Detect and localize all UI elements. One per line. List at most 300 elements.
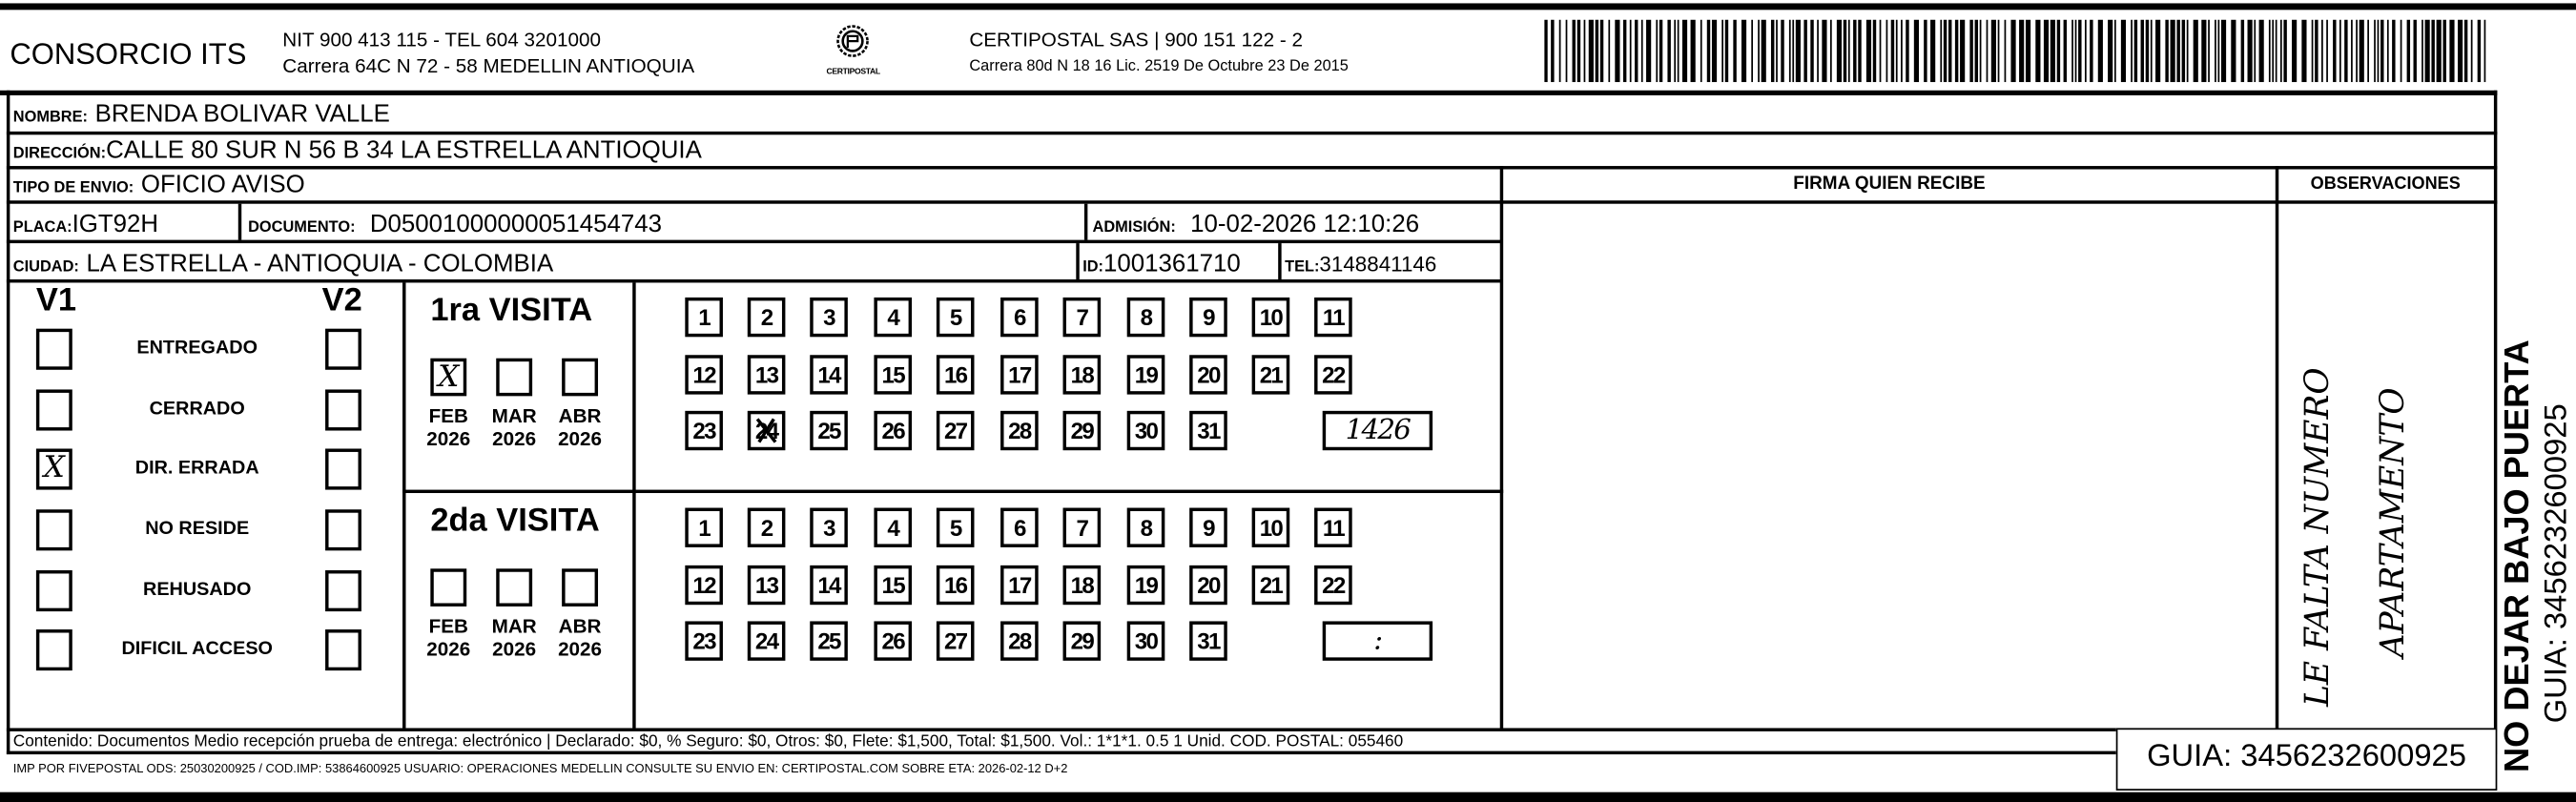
day-number: 26 bbox=[881, 417, 904, 444]
barcode-bar bbox=[2374, 20, 2376, 82]
day-box-20[interactable] bbox=[1189, 565, 1227, 604]
barcode-bar bbox=[2026, 20, 2030, 82]
barcode-bar bbox=[1810, 20, 1813, 82]
day-box-6[interactable] bbox=[1000, 508, 1039, 547]
day-box-8[interactable] bbox=[1127, 298, 1165, 337]
barcode-bar bbox=[1641, 20, 1643, 82]
observaciones-note-1: LE FALTA NUMERO bbox=[2297, 367, 2337, 708]
day-number: 29 bbox=[1070, 627, 1094, 654]
barcode-bar bbox=[1682, 20, 1687, 82]
rule bbox=[1076, 243, 1079, 279]
barcode-bar bbox=[2484, 20, 2486, 82]
barcode-bar bbox=[1830, 20, 1832, 82]
barcode-bar bbox=[1891, 20, 1894, 82]
barcode-bar bbox=[1573, 20, 1576, 82]
day-box-13[interactable] bbox=[748, 565, 786, 604]
rule bbox=[2276, 166, 2278, 730]
barcode-bar bbox=[1635, 20, 1638, 82]
day-number: 22 bbox=[1322, 570, 1345, 598]
barcode-bar bbox=[2321, 20, 2323, 82]
barcode-bar bbox=[2471, 20, 2473, 82]
year-label: 2026 bbox=[426, 637, 471, 661]
v1-checkbox[interactable] bbox=[36, 329, 72, 370]
rule bbox=[7, 166, 2497, 169]
barcode-bar bbox=[2431, 20, 2434, 82]
day-box-29[interactable] bbox=[1063, 411, 1102, 450]
day-box-30[interactable] bbox=[1127, 621, 1165, 660]
barcode-bar bbox=[2407, 20, 2410, 82]
day-box-26[interactable] bbox=[874, 411, 912, 450]
month-label: FEB bbox=[428, 614, 468, 638]
guia-box bbox=[2116, 728, 2498, 790]
month-label: ABR bbox=[558, 614, 602, 638]
day-number: 11 bbox=[1322, 514, 1344, 541]
barcode-bar bbox=[2194, 20, 2198, 82]
year-label: 2026 bbox=[492, 637, 537, 661]
year-label: 2026 bbox=[558, 427, 603, 451]
day-box-16[interactable] bbox=[937, 354, 975, 393]
barcode-bar bbox=[1998, 20, 2000, 82]
rule bbox=[402, 282, 405, 728]
day-box-8[interactable] bbox=[1127, 508, 1165, 547]
barcode-bar bbox=[1608, 20, 1610, 82]
day-number: 4 bbox=[887, 303, 899, 331]
barcode-bar bbox=[2010, 20, 2015, 82]
signature-area[interactable] bbox=[1503, 204, 2276, 729]
barcode-bar bbox=[2071, 20, 2073, 82]
observaciones-header: OBSERVACIONES bbox=[2310, 174, 2461, 195]
day-number: 30 bbox=[1134, 627, 1158, 654]
barcode-bar bbox=[1969, 20, 1972, 82]
barcode-bar bbox=[2019, 20, 2024, 82]
footer-imp: IMP POR FIVEPOSTAL ODS: 25030200925 / COD.IMP: 53864600925 USUARIO: OPERACIONES MEDELLIN CONSULTE SU ENVIO EN: CERTIPOSTAL.COM SOBRE ETA: 2026-02-12 D+2 bbox=[12, 760, 1068, 776]
day-box-16[interactable] bbox=[937, 565, 975, 604]
day-box-31[interactable] bbox=[1189, 411, 1227, 450]
day-number: 27 bbox=[943, 627, 967, 654]
day-box-22[interactable] bbox=[1314, 565, 1352, 604]
day-number: 6 bbox=[1014, 303, 1025, 331]
barcode-bar bbox=[2367, 20, 2369, 82]
month-checkbox[interactable] bbox=[562, 568, 598, 607]
barcode-bar bbox=[2333, 20, 2336, 82]
barcode-bar bbox=[1751, 20, 1753, 82]
barcode-bar bbox=[1646, 20, 1651, 82]
barcode-bar bbox=[1960, 20, 1965, 82]
barcode-bar bbox=[1577, 20, 1580, 82]
day-box-3[interactable] bbox=[810, 298, 848, 337]
barcode-bar bbox=[2050, 20, 2055, 82]
day-box-18[interactable] bbox=[1063, 354, 1102, 393]
barcode-bar bbox=[1924, 20, 1927, 82]
day-number: 15 bbox=[881, 570, 904, 598]
day-box-12[interactable] bbox=[685, 354, 723, 393]
day-number: 18 bbox=[1070, 360, 1094, 387]
barcode-bar bbox=[1853, 20, 1856, 82]
barcode-bar bbox=[2344, 20, 2347, 82]
barcode-bar bbox=[2248, 20, 2253, 82]
barcode-bar bbox=[1584, 20, 1586, 82]
barcode-bar bbox=[1901, 20, 1903, 82]
day-number: 1 bbox=[698, 303, 710, 331]
rule bbox=[7, 751, 2116, 754]
barcode-bar bbox=[1886, 20, 1888, 82]
barcode-bar bbox=[1844, 20, 1846, 82]
day-box-9[interactable] bbox=[1189, 508, 1227, 547]
barcode-bar bbox=[2005, 20, 2007, 82]
barcode-bar bbox=[1948, 20, 1951, 82]
barcode-bar bbox=[1771, 20, 1774, 82]
barcode-bar bbox=[2134, 20, 2137, 82]
barcode-bar bbox=[2090, 20, 2092, 82]
barcode-bar bbox=[1940, 20, 1942, 82]
firma-header: FIRMA QUIEN RECIBE bbox=[1793, 174, 1986, 195]
top-rule bbox=[0, 3, 2576, 10]
day-box-23[interactable] bbox=[685, 411, 723, 450]
day-box-27[interactable] bbox=[937, 621, 975, 660]
barcode-bar bbox=[1796, 20, 1801, 82]
v2-checkbox[interactable] bbox=[325, 629, 361, 670]
rule bbox=[7, 132, 2497, 134]
day-number: 9 bbox=[1203, 303, 1214, 331]
barcode-bar bbox=[2176, 20, 2179, 82]
day-number: 21 bbox=[1259, 570, 1283, 598]
day-box-9[interactable] bbox=[1189, 298, 1227, 337]
barcode-bar bbox=[2078, 20, 2081, 82]
barcode-bar bbox=[2035, 20, 2040, 82]
barcode-bar bbox=[2064, 20, 2067, 82]
barcode-bar bbox=[1600, 20, 1603, 82]
day-number: 29 bbox=[1070, 417, 1094, 444]
day-box-1[interactable] bbox=[685, 508, 723, 547]
barcode-bar bbox=[1789, 20, 1791, 82]
status-label: NO RESIDE bbox=[145, 519, 250, 540]
barcode-bar bbox=[1691, 20, 1696, 82]
v1-checkbox[interactable] bbox=[36, 629, 72, 670]
day-number: 20 bbox=[1197, 570, 1220, 598]
barcode-bar bbox=[2276, 20, 2277, 82]
placa-field: PLACA:IGT92H bbox=[12, 210, 159, 238]
barcode-bar bbox=[1589, 20, 1594, 82]
barcode-bar bbox=[2057, 20, 2060, 82]
day-box-21[interactable] bbox=[1252, 565, 1290, 604]
barcode-bar bbox=[1858, 20, 1861, 82]
barcode-bar bbox=[1544, 20, 1547, 82]
day-number: 24 bbox=[754, 627, 778, 654]
day-box-13[interactable] bbox=[748, 354, 786, 393]
day-box-5[interactable] bbox=[937, 298, 975, 337]
footer-contenido: Contenido: Documentos Medio recepción prueba de entrega: electrónico | Declarado: $0, % Seguro: $0, Otros: $0, Flete: $1,500, Total: $1,500. Vol.: 1*1*1. 0.5 1 Unid. COD. POSTAL: 055460 bbox=[12, 732, 1404, 751]
day-box-4[interactable] bbox=[874, 298, 912, 337]
day-number: 20 bbox=[1197, 360, 1220, 387]
barcode-bar bbox=[1707, 20, 1710, 82]
day-box-10[interactable] bbox=[1252, 508, 1290, 547]
day-number: 8 bbox=[1140, 514, 1152, 541]
barcode-bar bbox=[1975, 20, 1978, 82]
day-box-24[interactable] bbox=[748, 411, 786, 450]
barcode-bar bbox=[2098, 20, 2103, 82]
barcode-bar bbox=[1566, 20, 1568, 82]
barcode-bar bbox=[1678, 20, 1680, 82]
day-box-19[interactable] bbox=[1127, 565, 1165, 604]
day-number: 12 bbox=[692, 360, 715, 387]
day-number: 12 bbox=[692, 570, 715, 598]
day-box-6[interactable] bbox=[1000, 298, 1039, 337]
barcode-bar bbox=[1656, 20, 1658, 82]
day-box-18[interactable] bbox=[1063, 565, 1102, 604]
v2-checkbox[interactable] bbox=[325, 570, 361, 611]
barcode-bar bbox=[1781, 20, 1783, 82]
barcode-bar bbox=[2283, 20, 2286, 82]
day-number: 31 bbox=[1197, 627, 1220, 654]
barcode-bar bbox=[2208, 20, 2210, 82]
day-number: 19 bbox=[1134, 360, 1158, 387]
day-box-2[interactable] bbox=[748, 508, 786, 547]
day-box-21[interactable] bbox=[1252, 354, 1290, 393]
day-box-11[interactable] bbox=[1314, 508, 1352, 547]
month-checkbox[interactable] bbox=[430, 568, 466, 607]
barcode-bar bbox=[2351, 20, 2353, 82]
day-box-15[interactable] bbox=[874, 565, 912, 604]
barcode-bar bbox=[2339, 20, 2341, 82]
v1-checkbox[interactable]: X bbox=[36, 448, 72, 489]
barcode-bar bbox=[2387, 20, 2389, 82]
rule bbox=[7, 279, 1502, 282]
barcode-bar bbox=[2254, 20, 2256, 82]
day-number: 2 bbox=[760, 303, 773, 331]
day-box-1[interactable] bbox=[685, 298, 723, 337]
day-box-10[interactable] bbox=[1252, 298, 1290, 337]
time-box[interactable]: : bbox=[1323, 621, 1432, 660]
barcode-bar bbox=[1955, 20, 1958, 82]
admision-field: ADMISIÓN: 10-02-2026 12:10:26 bbox=[1092, 210, 1420, 238]
barcode-bar bbox=[2075, 20, 2077, 82]
guia-number: GUIA: 3456232600925 bbox=[2147, 739, 2466, 774]
day-box-14[interactable] bbox=[810, 354, 848, 393]
barcode-bar bbox=[2312, 20, 2314, 82]
month-label: ABR bbox=[558, 403, 602, 428]
barcode-bar bbox=[2437, 20, 2442, 82]
barcode-bar bbox=[1896, 20, 1898, 82]
day-number: 30 bbox=[1134, 417, 1158, 444]
barcode-bar bbox=[2182, 20, 2185, 82]
bottom-rule bbox=[0, 792, 2576, 802]
day-box-28[interactable] bbox=[1000, 411, 1039, 450]
barcode-bar bbox=[1615, 20, 1619, 82]
day-box-27[interactable] bbox=[937, 411, 975, 450]
barcode-bar bbox=[2380, 20, 2383, 82]
company-address: Carrera 64C N 72 - 58 MEDELLIN ANTIOQUIA bbox=[282, 53, 695, 77]
barcode-bar bbox=[2114, 20, 2116, 82]
barcode-bar bbox=[2392, 20, 2395, 82]
barcode-bar bbox=[1880, 20, 1882, 82]
month-checkbox[interactable]: X bbox=[430, 359, 466, 397]
barcode-bar bbox=[1559, 20, 1561, 82]
v1-checkbox[interactable] bbox=[36, 570, 72, 611]
barcode-bar bbox=[2301, 20, 2306, 82]
v2-checkbox[interactable] bbox=[325, 329, 361, 370]
barcode-bar bbox=[2201, 20, 2206, 82]
day-box-29[interactable] bbox=[1063, 621, 1102, 660]
day-box-20[interactable] bbox=[1189, 354, 1227, 393]
barcode-bar bbox=[2146, 20, 2149, 82]
carrier-address: Carrera 80d N 18 16 Lic. 2519 De Octubre 23 De 2015 bbox=[969, 57, 1349, 76]
day-box-26[interactable] bbox=[874, 621, 912, 660]
barcode-bar bbox=[1659, 20, 1662, 82]
day-box-22[interactable] bbox=[1314, 354, 1352, 393]
day-number: 28 bbox=[1008, 627, 1031, 654]
day-box-12[interactable] bbox=[685, 565, 723, 604]
barcode-bar bbox=[1596, 20, 1598, 82]
barcode-bar bbox=[2085, 20, 2087, 82]
v1-header: V1 bbox=[35, 282, 77, 319]
tipo-envio-field: TIPO DE ENVIO: OFICIO AVISO bbox=[12, 171, 305, 199]
day-number: 26 bbox=[881, 627, 904, 654]
barcode-bar bbox=[1837, 20, 1842, 82]
day-number: 11 bbox=[1322, 303, 1344, 331]
barcode-bar bbox=[1792, 20, 1794, 82]
barcode-bar bbox=[1630, 20, 1632, 82]
barcode-bar bbox=[2187, 20, 2189, 82]
day-box-15[interactable] bbox=[874, 354, 912, 393]
rule bbox=[1278, 243, 1281, 279]
barcode-bar bbox=[1721, 20, 1723, 82]
company-nit: NIT 900 413 115 - TEL 604 3201000 bbox=[282, 28, 601, 51]
day-number: 17 bbox=[1008, 360, 1031, 387]
year-label: 2026 bbox=[558, 637, 603, 661]
barcode-bar bbox=[2221, 20, 2226, 82]
month-label: MAR bbox=[491, 614, 537, 638]
v1-checkbox[interactable] bbox=[36, 389, 72, 430]
day-number: 5 bbox=[949, 514, 961, 541]
month-label: FEB bbox=[428, 403, 468, 428]
barcode-bar bbox=[1758, 20, 1760, 82]
barcode-bar bbox=[2326, 20, 2328, 82]
month-checkbox[interactable] bbox=[496, 359, 532, 397]
day-box-30[interactable] bbox=[1127, 411, 1165, 450]
barcode-bar bbox=[1712, 20, 1717, 82]
day-box-25[interactable] bbox=[810, 411, 848, 450]
v2-checkbox[interactable] bbox=[325, 509, 361, 550]
barcode-bar bbox=[1623, 20, 1626, 82]
status-label: CERRADO bbox=[149, 399, 245, 420]
v2-checkbox[interactable] bbox=[325, 389, 361, 430]
day-box-17[interactable] bbox=[1000, 354, 1039, 393]
day-box-14[interactable] bbox=[810, 565, 848, 604]
barcode-bar bbox=[2280, 20, 2282, 82]
day-box-19[interactable] bbox=[1127, 354, 1165, 393]
day-box-23[interactable] bbox=[685, 621, 723, 660]
barcode-bar bbox=[2131, 20, 2133, 82]
status-label: DIR. ERRADA bbox=[134, 458, 259, 479]
day-box-24[interactable] bbox=[748, 621, 786, 660]
day-number: 10 bbox=[1259, 303, 1283, 331]
day-number: 21 bbox=[1259, 360, 1283, 387]
day-box-7[interactable] bbox=[1063, 298, 1102, 337]
barcode-bar bbox=[1906, 20, 1908, 82]
barcode-bar bbox=[1866, 20, 1871, 82]
day-number: 3 bbox=[823, 303, 835, 331]
barcode-bar bbox=[2241, 20, 2244, 82]
time-box[interactable]: 1426 bbox=[1323, 411, 1432, 450]
day-number: 18 bbox=[1070, 570, 1094, 598]
barcode-bar bbox=[2218, 20, 2220, 82]
barcode-bar bbox=[1980, 20, 1982, 82]
barcode-bar bbox=[2292, 20, 2297, 82]
side-warning: NO DEJAR BAJO PUERTA bbox=[2499, 339, 2537, 772]
day-box-25[interactable] bbox=[810, 621, 848, 660]
v2-checkbox[interactable] bbox=[325, 448, 361, 489]
rule bbox=[0, 91, 2497, 95]
day-box-31[interactable] bbox=[1189, 621, 1227, 660]
status-label: REHUSADO bbox=[143, 580, 252, 601]
tel-field: TEL:3148841146 bbox=[1285, 251, 1437, 277]
barcode-bar bbox=[2141, 20, 2144, 82]
rule bbox=[402, 490, 1503, 493]
id-field: ID:1001361710 bbox=[1082, 249, 1241, 278]
year-label: 2026 bbox=[426, 427, 471, 451]
barcode-bar bbox=[1667, 20, 1670, 82]
barcode-bar bbox=[2378, 20, 2380, 82]
day-box-7[interactable] bbox=[1063, 508, 1102, 547]
barcode-bar bbox=[1873, 20, 1876, 82]
barcode-bar bbox=[2259, 20, 2264, 82]
day-number: 27 bbox=[943, 417, 967, 444]
day-number: 1 bbox=[698, 514, 710, 541]
barcode-bar bbox=[2151, 20, 2153, 82]
barcode-bar bbox=[2108, 20, 2112, 82]
day-number: 2 bbox=[760, 514, 773, 541]
barcode-bar bbox=[2443, 20, 2446, 82]
barcode-bar bbox=[1803, 20, 1806, 82]
barcode-bar bbox=[2413, 20, 2416, 82]
visit-title: 1ra VISITA bbox=[430, 292, 593, 329]
barcode-bar bbox=[2165, 20, 2168, 82]
barcode-bar bbox=[2449, 20, 2454, 82]
day-number: 23 bbox=[692, 627, 715, 654]
barcode-bar bbox=[2231, 20, 2236, 82]
observaciones-note-2: APARTAMENTO bbox=[2372, 387, 2412, 658]
rule bbox=[632, 282, 635, 728]
day-number: 14 bbox=[817, 570, 840, 598]
day-number: 7 bbox=[1076, 303, 1088, 331]
day-box-5[interactable] bbox=[937, 508, 975, 547]
day-box-17[interactable] bbox=[1000, 565, 1039, 604]
day-box-28[interactable] bbox=[1000, 621, 1039, 660]
day-number: 8 bbox=[1140, 303, 1152, 331]
month-checkbox[interactable] bbox=[562, 359, 598, 397]
v1-checkbox[interactable] bbox=[36, 509, 72, 550]
day-box-11[interactable] bbox=[1314, 298, 1352, 337]
certipostal-logo bbox=[826, 23, 878, 77]
rule bbox=[238, 204, 241, 240]
day-number: 6 bbox=[1014, 514, 1025, 541]
barcode-bar bbox=[2421, 20, 2423, 82]
day-number: 28 bbox=[1008, 417, 1031, 444]
year-label: 2026 bbox=[492, 427, 537, 451]
barcode-bar bbox=[2272, 20, 2274, 82]
day-number: 5 bbox=[949, 303, 961, 331]
barcode-bar bbox=[2215, 20, 2216, 82]
month-checkbox[interactable] bbox=[496, 568, 532, 607]
barcode-bar bbox=[1733, 20, 1736, 82]
day-number: 7 bbox=[1076, 514, 1088, 541]
logo-text: CERTIPOSTAL bbox=[826, 67, 880, 77]
day-box-3[interactable] bbox=[810, 508, 848, 547]
day-box-4[interactable] bbox=[874, 508, 912, 547]
day-box-2[interactable] bbox=[748, 298, 786, 337]
v2-header: V2 bbox=[321, 282, 362, 319]
barcode-bar bbox=[2171, 20, 2175, 82]
